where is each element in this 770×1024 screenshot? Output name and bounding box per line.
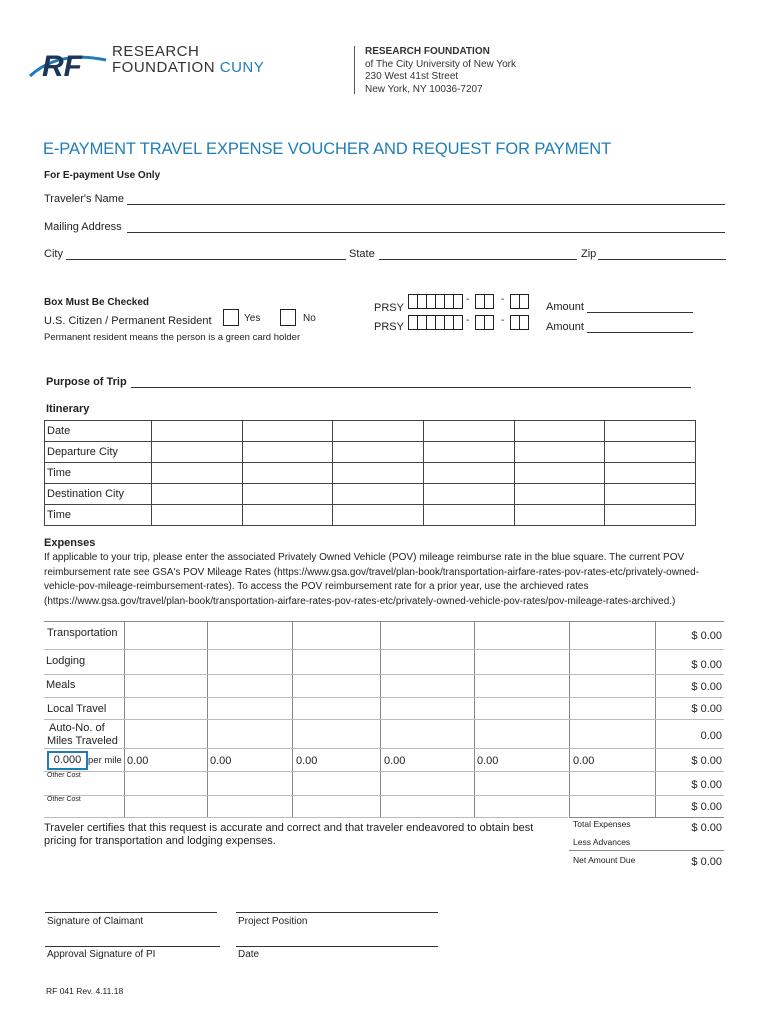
org-line3: 230 West 41st Street <box>365 71 459 82</box>
no-label: No <box>303 313 316 324</box>
less-advances-label: Less Advances <box>573 837 631 847</box>
org-name: RESEARCH FOUNDATION <box>365 46 490 57</box>
lodging-label: Lodging <box>46 655 86 667</box>
mile-value-4: 0.00 <box>384 755 406 767</box>
approval-signature-line[interactable] <box>45 946 220 948</box>
transportation-label: Transportation <box>47 627 118 639</box>
project-position-line[interactable] <box>236 912 438 914</box>
logo-text <box>112 44 264 76</box>
date-label: Date <box>238 949 260 960</box>
zip-field[interactable] <box>598 258 726 260</box>
mailing-address-label: Mailing Address <box>44 221 122 233</box>
mile-value-2: 0.00 <box>210 755 232 767</box>
per-mile-label: per mile <box>88 755 122 766</box>
table-row: Departure City <box>45 442 696 463</box>
header-divider <box>354 46 355 94</box>
other-cost-label-1: Other Cost <box>47 772 81 779</box>
purpose-label: Purpose of Trip <box>46 376 127 388</box>
amount-field-1[interactable] <box>587 311 693 313</box>
auto-label-1: Auto-No. of <box>49 722 105 734</box>
rf-logo-icon <box>28 42 110 82</box>
city-field[interactable] <box>66 258 346 260</box>
amount-label-1: Amount <box>546 301 584 313</box>
purpose-field[interactable] <box>131 386 691 388</box>
transportation-total: $ 0.00 <box>691 630 722 642</box>
net-amount-label: Net Amount Due <box>573 855 636 865</box>
org-line2: of The City University of New York <box>365 58 516 70</box>
signature-claimant-line[interactable] <box>45 912 217 914</box>
itinerary-label: Itinerary <box>46 403 90 415</box>
mile-value-5: 0.00 <box>477 755 499 767</box>
meals-total: $ 0.00 <box>691 681 722 693</box>
table-row: Time <box>45 505 696 526</box>
mile-value-3: 0.00 <box>296 755 318 767</box>
meals-label: Meals <box>46 679 76 691</box>
form-subtitle: For E-payment Use Only <box>44 170 161 181</box>
total-expenses-label: Total Expenses <box>573 819 631 829</box>
date-line[interactable] <box>236 946 438 948</box>
state-field[interactable] <box>379 258 577 260</box>
other-cost-total-1: $ 0.00 <box>691 779 722 791</box>
logo-foundation: FOUNDATION <box>112 59 216 76</box>
travelers-name-label: Traveler's Name <box>44 193 124 205</box>
mile-value-6: 0.00 <box>573 755 595 767</box>
expenses-note: If applicable to your trip, please enter the associated Privately Owned Vehicle (POV) mileage reimburse rate in the blue square. The current POV reimbursement rate see GSA's POV Mileage Rates (https://www.gsa.gov/travel/plan-book/transportation-airfare-rates-pov-rates-etc/privately-owned-vehicle-pov-mileage-reimbursement-rates). To access the POV reimbursement rate for a prior year, use the archieved rates (https://www.gsa.gov/travel/plan-book/transportation-airfare-rates-pov-rates-etc/privately-owned-vehicle-pov-rates/pov-mileage-rates-archived.) <box>44 552 699 607</box>
zip-label: Zip <box>581 248 597 260</box>
logo-cuny: CUNY <box>219 59 265 76</box>
logo-research: RESEARCH <box>112 43 200 60</box>
mile-value-1: 0.00 <box>127 755 149 767</box>
amount-field-2[interactable] <box>587 331 693 333</box>
prsy-label-2: PRSY <box>374 321 404 333</box>
permanent-resident-note: Permanent resident means the person is a green card holder <box>44 332 301 343</box>
city-label: City <box>44 248 63 260</box>
org-address <box>365 46 516 96</box>
auto-label-2: Miles Traveled <box>47 735 118 747</box>
approval-signature-label: Approval Signature of PI <box>47 949 156 960</box>
lodging-total: $ 0.00 <box>691 659 722 671</box>
form-title: E-PAYMENT TRAVEL EXPENSE VOUCHER AND REQUEST FOR PAYMENT <box>43 140 612 158</box>
citizen-label: U.S. Citizen / Permanent Resident <box>44 315 212 327</box>
project-position-label: Project Position <box>238 916 308 927</box>
yes-label: Yes <box>244 313 261 324</box>
certify-text: Traveler certifies that this request is accurate and correct and that traveler endeavored to obtain best pricing for transportation and lodging expenses. <box>44 822 534 847</box>
mileage-rate-input[interactable]: 0.000 <box>47 751 88 770</box>
box-must-be-checked: Box Must Be Checked <box>44 297 150 308</box>
expenses-label: Expenses <box>44 537 96 549</box>
prsy-label-1: PRSY <box>374 302 404 314</box>
mailing-address-field[interactable] <box>127 231 725 233</box>
amount-label-2: Amount <box>546 321 584 333</box>
total-expenses-value: $ 0.00 <box>691 822 722 834</box>
other-cost-total-2: $ 0.00 <box>691 801 722 813</box>
form-code: RF 041 Rev. 4.11.18 <box>46 986 124 996</box>
svg-text:RF: RF <box>42 50 82 82</box>
travelers-name-field[interactable] <box>127 203 725 205</box>
table-row: Destination City <box>45 484 696 505</box>
local-travel-total: $ 0.00 <box>691 703 722 715</box>
no-checkbox[interactable] <box>280 309 296 326</box>
table-row: Time <box>45 463 696 484</box>
auto-miles-total: 0.00 <box>700 730 722 742</box>
signature-claimant-label: Signature of Claimant <box>47 916 144 927</box>
org-line4: New York, NY 10036-7207 <box>365 83 483 95</box>
itinerary-table <box>44 420 696 526</box>
table-row: Date <box>45 421 696 442</box>
net-amount-value: $ 0.00 <box>691 856 722 868</box>
per-mile-total: $ 0.00 <box>691 755 722 767</box>
other-cost-label-2: Other Cost <box>47 796 81 803</box>
state-label: State <box>349 248 375 260</box>
yes-checkbox[interactable] <box>223 309 239 326</box>
local-travel-label: Local Travel <box>47 703 107 715</box>
